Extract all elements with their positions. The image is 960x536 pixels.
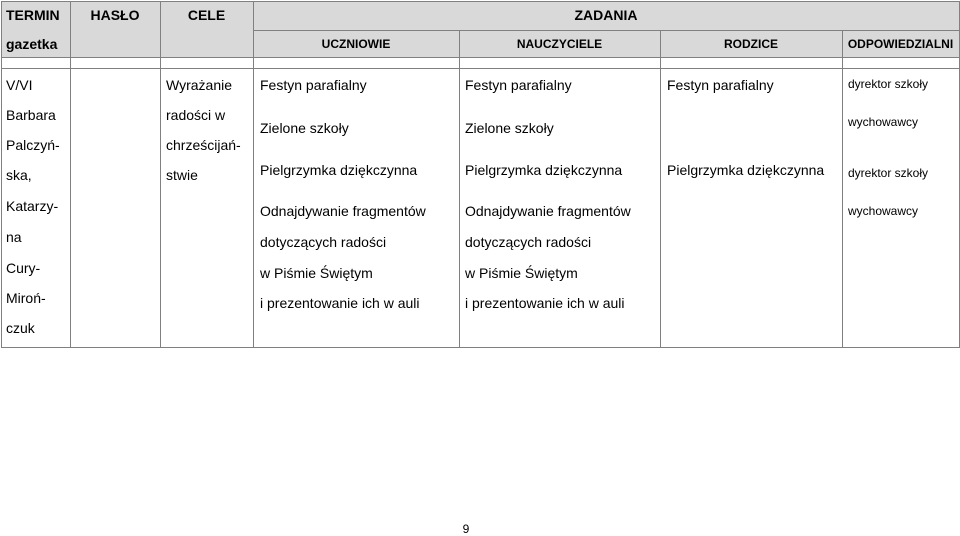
termin-line-3: Palczyń- — [6, 137, 60, 153]
termin-line-4: ska, — [6, 167, 32, 183]
uczniowie-line-1: Festyn parafialny — [260, 77, 367, 93]
odpowiedzialni-line-2: wychowawcy — [848, 115, 919, 129]
nauczyciele-line-6: w Piśmie Świętym — [465, 265, 578, 281]
header-haslo: HASŁO — [90, 7, 140, 23]
body-top-border — [1, 68, 960, 69]
header-separator-band — [1, 57, 959, 68]
header-cele: CELE — [187, 7, 226, 23]
uczniowie-line-6: w Piśmie Świętym — [260, 265, 373, 281]
uczniowie-line-4: Odnajdywanie fragmentów — [260, 203, 426, 219]
page-number: 9 — [462, 522, 470, 536]
col-border-2 — [160, 1, 161, 348]
odpowiedzialni-line-1: dyrektor szkoły — [848, 77, 929, 91]
odpowiedzialni-line-3: dyrektor szkoły — [848, 166, 929, 180]
header-zadania: ZADANIA — [574, 7, 638, 23]
termin-line-2: Barbara — [6, 107, 56, 123]
odpowiedzialni-line-4: wychowawcy — [848, 204, 919, 218]
rodzice-line-1: Festyn parafialny — [667, 77, 774, 93]
header-gazetka: gazetka — [6, 36, 58, 52]
col-border-3 — [253, 1, 254, 348]
table-border-top — [1, 1, 960, 2]
nauczyciele-line-2: Zielone szkoły — [465, 120, 554, 136]
termin-line-7: Cury- — [6, 260, 41, 276]
nauczyciele-line-5: dotyczących radości — [465, 234, 592, 250]
col-border-6 — [842, 30, 843, 348]
uczniowie-line-5: dotyczących radości — [260, 234, 387, 250]
col-border-5 — [660, 30, 661, 348]
uczniowie-line-3: Pielgrzymka dziękczynna — [260, 162, 418, 178]
termin-line-9: czuk — [6, 320, 35, 336]
cele-line-1: Wyrażanie — [166, 77, 233, 93]
header-odpowiedzialni: ODPOWIEDZIALNI — [847, 37, 954, 51]
header-rodzice: RODZICE — [724, 37, 778, 51]
termin-line-6: na — [6, 229, 22, 245]
termin-line-1: V/VI — [6, 77, 33, 93]
header-nauczyciele: NAUCZYCIELE — [516, 37, 603, 51]
col-border-1 — [70, 1, 71, 348]
header-bottom-border — [1, 57, 960, 58]
header-divider — [253, 30, 959, 31]
header-uczniowie: UCZNIOWIE — [321, 37, 391, 51]
nauczyciele-line-1: Festyn parafialny — [465, 77, 572, 93]
cele-line-4: stwie — [166, 167, 198, 183]
cele-line-2: radości w — [166, 107, 226, 123]
table-border-bottom — [1, 347, 960, 348]
termin-line-8: Miroń- — [6, 290, 46, 306]
rodzice-line-2: Pielgrzymka dziękczynna — [667, 162, 825, 178]
termin-line-5: Katarzy- — [6, 198, 59, 214]
col-border-left — [1, 1, 2, 348]
uczniowie-line-7: i prezentowanie ich w auli — [260, 295, 420, 311]
cele-line-3: chrześcijań- — [166, 137, 241, 153]
nauczyciele-line-4: Odnajdywanie fragmentów — [465, 203, 631, 219]
nauczyciele-line-7: i prezentowanie ich w auli — [465, 295, 625, 311]
nauczyciele-line-3: Pielgrzymka dziękczynna — [465, 162, 623, 178]
col-border-4 — [459, 30, 460, 348]
uczniowie-line-2: Zielone szkoły — [260, 120, 349, 136]
header-termin: TERMIN — [6, 7, 60, 23]
